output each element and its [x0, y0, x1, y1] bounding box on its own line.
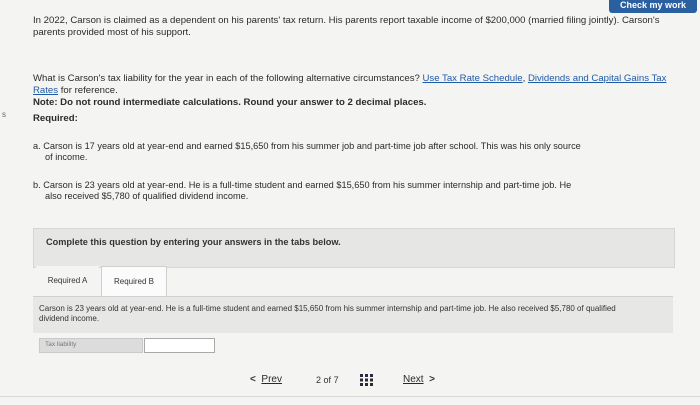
link-separator: ,	[522, 73, 528, 84]
chevron-right-icon: >	[429, 374, 435, 385]
tab-required-a[interactable]: Required A	[36, 266, 99, 296]
question-prompt	[33, 73, 673, 96]
part-a-text	[33, 141, 673, 163]
tax-liability-input[interactable]	[144, 338, 215, 353]
question-intro: In 2022, Carson is claimed as a dependent on his parents' tax return. His parents report taxable income of $200,000 (married filing jointly). Carson's parents provided most of his support.	[33, 15, 660, 38]
page-total: 7	[333, 375, 339, 385]
prompt-tail: for reference.	[58, 84, 118, 96]
check-my-work-button[interactable]: Check my work	[609, 0, 697, 13]
part-b-line2: also received $5,780 of qualified dividend income.	[45, 191, 249, 201]
page-of: of	[323, 375, 332, 385]
next-label: Next	[403, 374, 424, 385]
part-a-line2: of income.	[45, 152, 88, 162]
page-current: 2	[316, 375, 322, 385]
instruction-bar	[33, 228, 675, 268]
dividends-rates-link[interactable]: Dividends and Capital Gains Tax Rates	[33, 73, 667, 96]
instruction-text: Complete this question by entering your answers in the tabs below.	[46, 237, 341, 247]
footer-divider	[0, 396, 700, 397]
tab-required-b[interactable]: Required B	[101, 266, 167, 297]
grid-menu-icon[interactable]	[360, 374, 373, 386]
next-button[interactable]	[403, 374, 435, 385]
prompt-text: What is Carson's tax liability for the year in each of the following alternative circumstances?	[33, 73, 420, 84]
prev-button[interactable]	[250, 374, 282, 385]
side-marker: s	[2, 110, 6, 119]
answer-panel	[33, 296, 673, 333]
chevron-left-icon: <	[250, 374, 256, 385]
part-b-line1: b. Carson is 23 years old at year-end. He is a full-time student and earned $15,650 from his summer internship and part-time job. He	[33, 180, 572, 190]
tax-liability-label: Tax liability	[39, 338, 143, 353]
part-a-line1: a. Carson is 17 years old at year-end and earned $15,650 from his summer job and part-time job after school. This was his only source	[33, 141, 581, 151]
page-indicator	[316, 375, 339, 385]
part-b-text	[33, 180, 673, 202]
required-heading: Required:	[33, 113, 78, 124]
prev-label: Prev	[261, 374, 282, 385]
panel-prompt: Carson is 23 years old at year-end. He is a full-time student and earned $15,650 from his summer internship and part-time job. He also received $5,780 of qualified dividend income.	[39, 304, 616, 323]
tax-rate-schedule-link[interactable]: Use Tax Rate Schedule	[422, 73, 523, 84]
rounding-note: Note: Do not round intermediate calculations. Round your answer to 2 decimal places.	[33, 97, 427, 108]
